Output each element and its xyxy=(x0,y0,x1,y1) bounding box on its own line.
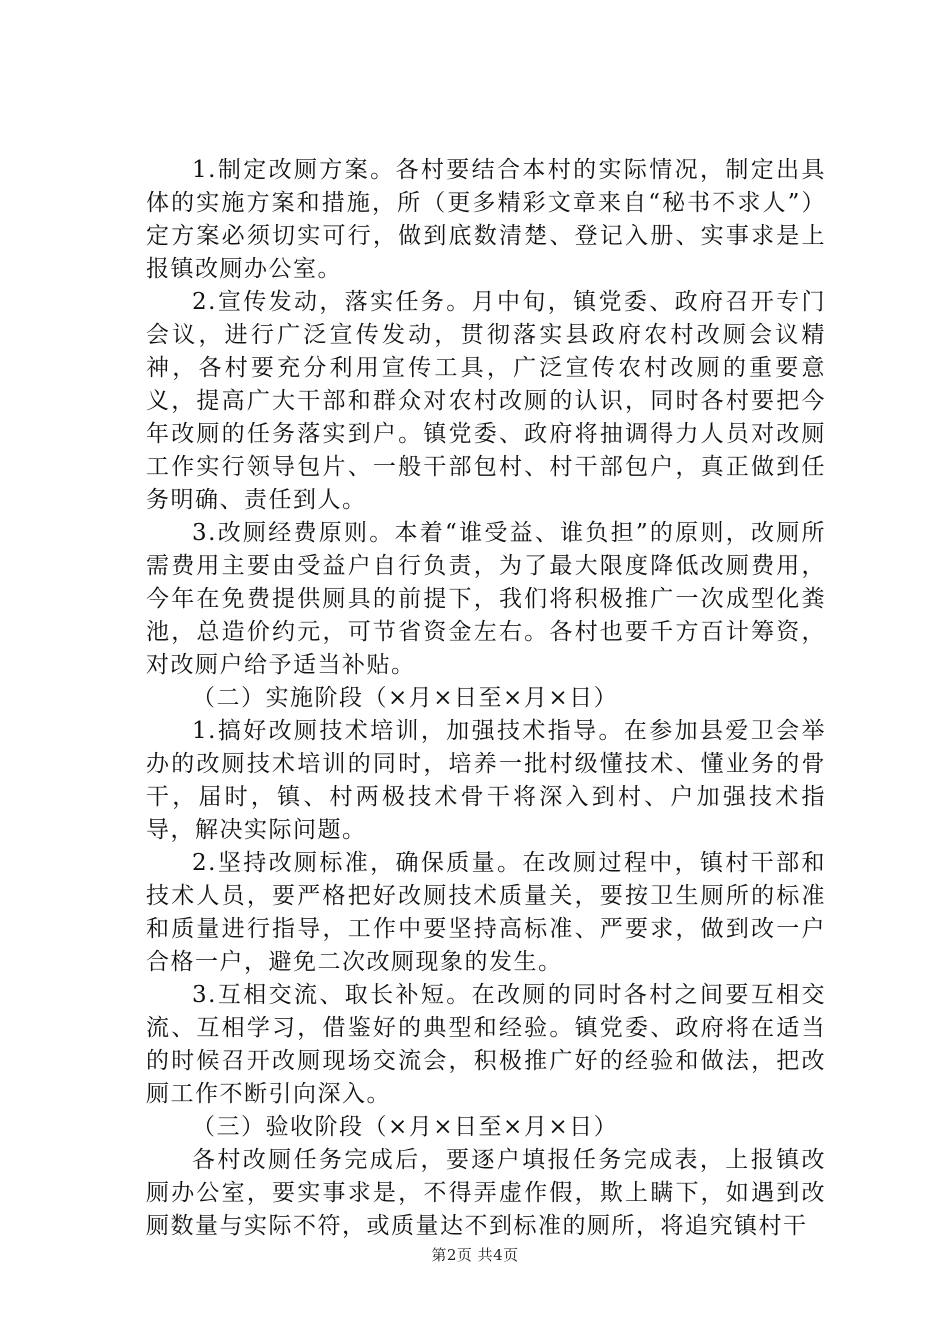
paragraph-standards: 2.坚持改厕标准，确保质量。在改厕过程中，镇村干部和技术人员，要严格把好改厕技术质量关，要按卫生厕所的标准和质量进行指导，工作中要坚持高标准、严要求，做到改一户合格一户，避免二次改厕现象的发生。 xyxy=(146,850,826,975)
document-body xyxy=(146,154,826,1243)
paragraph-publicity: 2.宣传发动，落实任务。月中旬，镇党委、政府召开专门会议，进行广泛宣传发动，贯彻落实县政府农村改厕会议精神，各村要充分利用宣传工具，广泛宣传农村改厕的重要意义，提高广大干部和群众对农村改厕的认识，同时各村要把今年改厕的任务落实到户。镇党委、政府将抽调得力人员对改厕工作实行领导包片、一般干部包村、村干部包户，真正做到任务明确、责任到人。 xyxy=(146,289,826,513)
paragraph-funding: 3.改厕经费原则。本着“谁受益、谁负担”的原则，改厕所需费用主要由受益户自行负责，为了最大限度降低改厕费用，今年在免费提供厕具的前提下，我们将积极推广一次成型化粪池，总造价约元，可节省资金左右。各村也要千方百计筹资，对改厕户给予适当补贴。 xyxy=(146,520,826,678)
section-heading-implementation: （二）实施阶段（×月×日至×月×日） xyxy=(192,685,619,711)
paragraph-training: 1.搞好改厕技术培训，加强技术指导。在参加县爱卫会举办的改厕技术培训的同时，培养一批村级懂技术、懂业务的骨干，届时，镇、村两极技术骨干将深入到村、户加强技术指导，解决实际问题。 xyxy=(146,718,826,843)
paragraph-acceptance: 各村改厕任务完成后，要逐户填报任务完成表，上报镇改厕办公室，要实事求是，不得弄虚作假，欺上瞒下，如遇到改厕数量与实际不符，或质量达不到标准的厕所，将追究镇村干 xyxy=(146,1147,826,1239)
page-number-footer: 第2页 共4页 xyxy=(431,1246,519,1264)
section-heading-acceptance: （三）验收阶段（×月×日至×月×日） xyxy=(192,1114,619,1140)
paragraph-exchange: 3.互相交流、取长补短。在改厕的同时各村之间要互相交流、互相学习，借鉴好的典型和经验。镇党委、政府将在适当的时候召开改厕现场交流会，积极推广好的经验和做法，把改厕工作不断引向深入。 xyxy=(146,982,826,1107)
paragraph-plan: 1.制定改厕方案。各村要结合本村的实际情况，制定出具体的实施方案和措施，所（更多精彩文章来自“秘书不求人”）定方案必须切实可行，做到底数清楚、登记入册、实事求是上报镇改厕办公室。 xyxy=(146,157,826,282)
